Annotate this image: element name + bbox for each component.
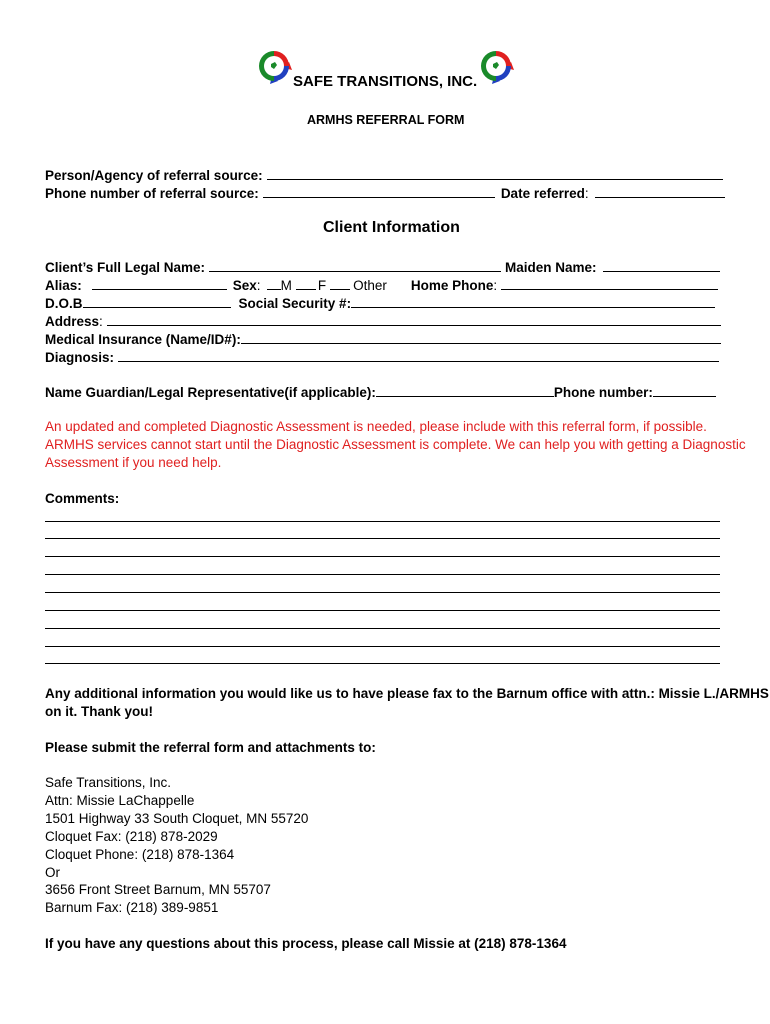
comments-label: Comments:: [45, 491, 120, 506]
sex-m-blank[interactable]: [267, 277, 281, 290]
address-row: [45, 313, 721, 329]
comment-line[interactable]: [45, 646, 720, 647]
date-referred-label: Date referred: [500, 186, 585, 201]
comment-line[interactable]: [45, 628, 720, 629]
guardian-row: [45, 384, 716, 400]
alias-label: Alias:: [45, 278, 82, 293]
guardian-label: Name Guardian/Legal Representative(if applicable):: [45, 385, 376, 400]
client-information-heading: Client Information: [323, 219, 460, 236]
footer-contact-note: If you have any questions about this process, please call Missie at (218) 878-1364: [45, 936, 567, 951]
comment-line[interactable]: [45, 663, 720, 664]
address-barnum-street: 3656 Front Street Barnum, MN 55707: [45, 882, 271, 897]
recycle-arrows-logo-left: [256, 48, 292, 84]
address-or: Or: [45, 865, 60, 880]
submit-instructions: Please submit the referral form and attachments to:: [45, 740, 376, 755]
insurance-field[interactable]: [241, 331, 721, 344]
address-cloquet-fax: Cloquet Fax: (218) 878-2029: [45, 829, 218, 844]
notice-line-2: ARMHS services cannot start until the Diagnostic Assessment is complete. We can help you with getting a Diagnostic: [45, 437, 746, 452]
address-field[interactable]: [107, 313, 721, 326]
comment-line[interactable]: [45, 610, 720, 611]
date-referred-field[interactable]: [595, 185, 725, 198]
referral-phone-row: [45, 185, 725, 201]
dob-row: [45, 295, 715, 311]
sex-m-option: M: [280, 278, 292, 293]
client-name-row: [45, 259, 720, 275]
insurance-row: [45, 331, 721, 347]
comment-line[interactable]: [45, 592, 720, 593]
sex-label: Sex: [232, 278, 257, 293]
comment-line[interactable]: [45, 556, 720, 557]
recycle-arrows-logo-right: [478, 48, 514, 84]
home-phone-label: Home Phone: [410, 278, 494, 293]
notice-line-1: An updated and completed Diagnostic Assessment is needed, please include with this referral form, if possible.: [45, 419, 707, 434]
sex-other-option: Other: [353, 278, 387, 293]
ssn-field[interactable]: [351, 295, 715, 308]
client-name-label: Client’s Full Legal Name:: [45, 260, 206, 275]
fax-note-line-1: Any additional information you would like us to have please fax to the Barnum office with attn.: Missie L./ARMHS: [45, 686, 769, 701]
comment-line[interactable]: [45, 538, 720, 539]
address-cloquet-street: 1501 Highway 33 South Cloquet, MN 55720: [45, 811, 309, 826]
insurance-label: Medical Insurance (Name/ID#):: [45, 332, 241, 347]
fax-note-line-2: on it. Thank you!: [45, 704, 153, 719]
maiden-name-label: Maiden Name:: [505, 260, 597, 275]
comment-line[interactable]: [45, 574, 720, 575]
referral-source-row: [45, 167, 723, 183]
referral-phone-field[interactable]: [263, 185, 495, 198]
company-name: SAFE TRANSITIONS, INC.: [293, 73, 478, 90]
form-title: ARMHS REFERRAL FORM: [307, 113, 465, 127]
comment-line[interactable]: [45, 521, 720, 522]
address-barnum-fax: Barnum Fax: (218) 389-9851: [45, 900, 219, 915]
client-name-field[interactable]: [209, 259, 501, 272]
alias-row: [45, 277, 718, 293]
home-phone-field[interactable]: [501, 277, 718, 290]
diagnosis-row: [45, 349, 719, 365]
dob-field[interactable]: [83, 295, 231, 308]
guardian-phone-field[interactable]: [653, 384, 716, 397]
guardian-phone-label: Phone number:: [553, 385, 653, 400]
address-colon: :: [99, 314, 103, 329]
diagnosis-field[interactable]: [118, 349, 719, 362]
notice-line-3: Assessment if you need help.: [45, 455, 222, 470]
ssn-label: Social Security #:: [238, 296, 352, 311]
address-company: Safe Transitions, Inc.: [45, 775, 172, 790]
diagnosis-label: Diagnosis:: [45, 350, 115, 365]
date-referred-colon: :: [584, 186, 589, 201]
referral-phone-label: Phone number of referral source:: [45, 186, 259, 201]
referral-source-field[interactable]: [267, 167, 723, 180]
sex-colon: :: [256, 278, 261, 293]
dob-label: D.O.B: [45, 296, 83, 311]
address-cloquet-phone: Cloquet Phone: (218) 878-1364: [45, 847, 235, 862]
address-label: Address: [45, 314, 100, 329]
maiden-name-field[interactable]: [603, 259, 720, 272]
home-phone-colon: :: [493, 278, 498, 293]
address-attn: Attn: Missie LaChappelle: [45, 793, 195, 808]
guardian-field[interactable]: [376, 384, 554, 397]
sex-f-blank[interactable]: [296, 277, 316, 290]
referral-source-label: Person/Agency of referral source:: [45, 168, 263, 183]
sex-f-option: F: [317, 278, 327, 293]
sex-other-blank[interactable]: [330, 277, 350, 290]
alias-field[interactable]: [92, 277, 227, 290]
